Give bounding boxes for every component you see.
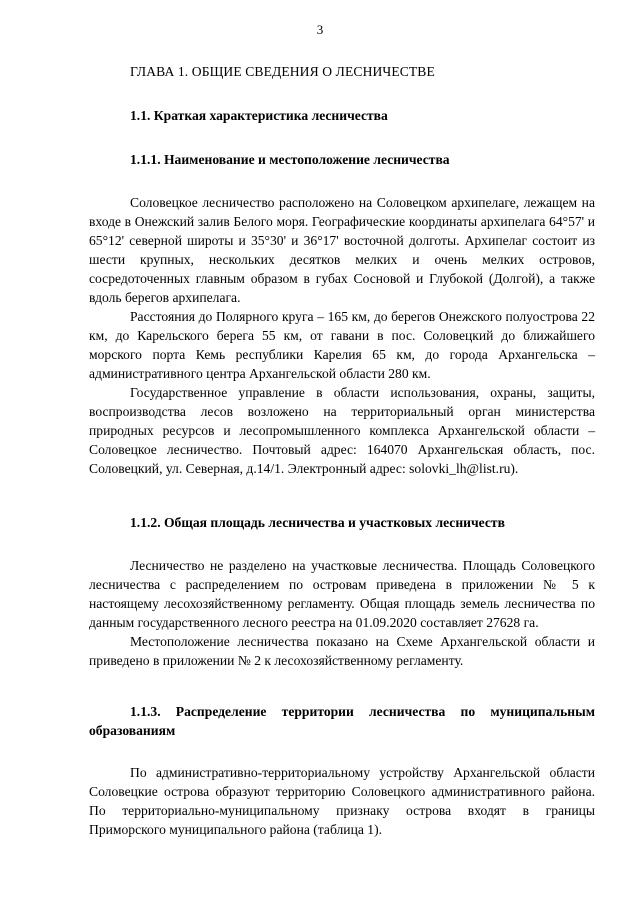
section-heading-1-1-1: 1.1.1. Наименование и местоположение лесничества — [130, 152, 450, 167]
section-heading-1-1: 1.1. Краткая характеристика лесничества — [130, 108, 388, 123]
section-heading-1-1-2: 1.1.2. Общая площадь лесничества и участковых лесничеств — [130, 515, 505, 530]
section-1-1-3-body — [89, 763, 595, 839]
section-1-1-1-body — [89, 193, 595, 478]
chapter-title: ГЛАВА 1. ОБЩИЕ СВЕДЕНИЯ О ЛЕСНИЧЕСТВЕ — [130, 64, 435, 79]
page-number: 3 — [316, 22, 324, 37]
paragraph: Соловецкое лесничество расположено на Соловецком архипелаге, лежащем на входе в Онежский залив Белого моря. Географические координаты архипелага 64°57' и 65°12' северной широты и 35°30' и 36°17' восточной долготы. Архипелаг состоит из шести крупных, нескольких десятков мелких и очень мелких островов, сосредоточенных главным образом в губах Сосновой и Глубокой (Долгой), а также вдоль берегов архипелага. — [89, 195, 595, 305]
paragraph: Местоположение лесничества показано на Схеме Архангельской области и приведено в приложении № 2 к лесохозяйственному регламенту. — [89, 634, 595, 668]
paragraph: Государственное управление в области использования, охраны, защиты, воспроизводства лесов возложено на территориальный орган министерства природных ресурсов и лесопромышленного комплекса Архангельской области – Соловецкое лесничество. Почтовый адрес: 164070 Архангельская область, пос. Соловецкий, ул. Северная, д.14/1. Электронный адрес: solovki_lh@list.ru). — [89, 385, 595, 476]
section-1-1-2-body — [89, 556, 595, 670]
paragraph: По административно-территориальному устройству Архангельской области Соловецкие острова образуют территорию Соловецкого административного района. По территориально-муниципальному признаку острова входят в границы Приморского муниципального района (таблица 1). — [89, 765, 595, 837]
paragraph: Лесничество не разделено на участковые лесничества. Площадь Соловецкого лесничества с распределением по островам приведена в приложении № 5 к настоящему лесохозяйственному регламенту. Общая площадь земель лесничества по данным государственного лесного реестра на 01.09.2020 составляет 27628 га. — [89, 558, 595, 630]
paragraph: Расстояния до Полярного круга – 165 км, до берегов Онежского полуострова 22 км, до Карельского берега 55 км, от гавани в пос. Соловецкий до ближайшего морского порта Кемь республики Карелия 65 км, до города Архангельска – административного центра Архангельской области 280 км. — [89, 309, 595, 381]
section-heading-1-1-3: 1.1.3. Распределение территории лесничества по муниципальным образованиям — [89, 704, 595, 738]
